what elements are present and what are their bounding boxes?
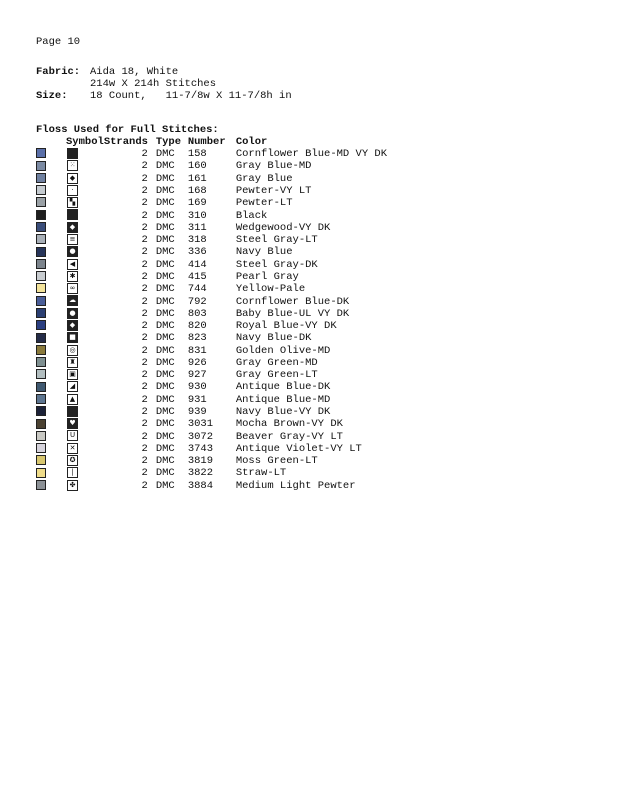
strands-cell: 2	[141, 418, 148, 431]
swatch-cell	[36, 209, 66, 221]
strands-cell: 2	[141, 406, 148, 419]
color-name-cell: Moss Green-LT	[235, 455, 318, 468]
color-name-cell: Royal Blue-VY DK	[235, 320, 337, 333]
floss-title: Floss Used for Full Stitches:	[36, 124, 219, 136]
infinity-icon: ∞	[67, 283, 78, 294]
floss-row	[36, 222, 387, 234]
floss-row	[36, 394, 387, 406]
number-cell: 3031	[187, 418, 214, 431]
color-swatch	[36, 320, 46, 330]
floss-section	[36, 124, 387, 492]
floss-row	[36, 148, 387, 160]
strands-cell: 2	[141, 270, 148, 283]
symbol-cell	[66, 295, 104, 307]
type-cell: DMC	[155, 381, 175, 394]
number-cell: 415	[187, 270, 207, 283]
floss-table	[36, 136, 387, 492]
swatch-cell	[36, 394, 66, 406]
swatch-cell	[36, 295, 66, 307]
filled-square-icon	[67, 148, 78, 159]
floss-header-row	[36, 136, 387, 148]
header-number: Number	[187, 136, 226, 148]
type-cell: DMC	[155, 234, 175, 247]
floss-rows	[36, 148, 387, 492]
circle-icon: ●	[67, 308, 78, 319]
type-cell: DMC	[155, 393, 175, 406]
type-cell: DMC	[155, 479, 175, 492]
type-cell: DMC	[155, 332, 175, 345]
strands-cell: 2	[141, 246, 148, 259]
swatch-cell	[36, 173, 66, 185]
color-swatch	[36, 443, 46, 453]
swatch-cell	[36, 443, 66, 455]
floss-row	[36, 283, 387, 295]
color-name-cell: Gray Blue	[235, 172, 293, 185]
symbol-cell	[66, 197, 104, 209]
type-cell: DMC	[155, 307, 175, 320]
fabric-label: Fabric:	[36, 66, 81, 78]
color-name-cell: Pewter-LT	[235, 197, 293, 210]
color-swatch	[36, 222, 46, 232]
color-name-cell: Straw-LT	[235, 467, 287, 480]
flower-icon: ✤	[67, 480, 78, 491]
floss-row	[36, 209, 387, 221]
floss-row	[36, 332, 387, 344]
color-swatch	[36, 468, 46, 478]
color-swatch	[36, 210, 46, 220]
number-cell: 927	[187, 369, 207, 382]
strands-cell: 2	[141, 234, 148, 247]
strands-cell: 2	[141, 184, 148, 197]
floss-row	[36, 467, 387, 479]
color-swatch	[36, 283, 46, 293]
type-cell: DMC	[155, 246, 175, 259]
type-cell: DMC	[155, 148, 175, 161]
checker-icon: ▚	[67, 197, 78, 208]
strands-cell: 2	[141, 381, 148, 394]
floss-row	[36, 308, 387, 320]
type-cell: DMC	[155, 344, 175, 357]
swatch-cell	[36, 320, 66, 332]
color-name-cell: Medium Light Pewter	[235, 479, 356, 492]
fabric-row	[36, 66, 292, 78]
symbol-cell	[66, 160, 104, 172]
floss-row	[36, 246, 387, 258]
number-cell: 3072	[187, 430, 214, 443]
color-swatch	[36, 431, 46, 441]
header-type: Type	[155, 136, 182, 148]
symbol-cell	[66, 246, 104, 258]
letter-u-icon: U	[67, 430, 78, 441]
swatch-cell	[36, 467, 66, 479]
floss-row	[36, 443, 387, 455]
strands-cell: 2	[141, 160, 148, 173]
slash-icon: ◢	[67, 381, 78, 392]
type-cell: DMC	[155, 270, 175, 283]
floss-row	[36, 406, 387, 418]
color-swatch	[36, 234, 46, 244]
symbol-cell	[66, 430, 104, 442]
swatch-cell	[36, 345, 66, 357]
color-swatch	[36, 357, 46, 367]
symbol-cell	[66, 283, 104, 295]
type-cell: DMC	[155, 442, 175, 455]
number-cell: 744	[187, 283, 207, 296]
size-value: 18 Count, 11-7/8w X 11-7/8h in	[90, 90, 292, 102]
strands-cell: 2	[141, 430, 148, 443]
filled-square-icon	[67, 406, 78, 417]
strands-cell: 2	[141, 209, 148, 222]
swatch-cell	[36, 357, 66, 369]
color-swatch	[36, 259, 46, 269]
color-name-cell: Navy Blue-VY DK	[235, 406, 331, 419]
header-symbol: Symbol	[66, 136, 104, 148]
number-cell: 930	[187, 381, 207, 394]
swatch-cell	[36, 381, 66, 393]
color-swatch	[36, 173, 46, 183]
color-name-cell: Cornflower Blue-DK	[235, 295, 350, 308]
number-cell: 311	[187, 221, 207, 234]
symbol-cell	[66, 418, 104, 430]
swatch-cell	[36, 148, 66, 160]
target-icon: ◎	[67, 345, 78, 356]
color-swatch	[36, 480, 46, 490]
floss-row	[36, 345, 387, 357]
size-label: Size:	[36, 90, 68, 102]
color-name-cell: Steel Gray-LT	[235, 234, 318, 247]
star-icon: ✱	[67, 271, 78, 282]
number-cell: 3822	[187, 467, 214, 480]
swatch-cell	[36, 197, 66, 209]
color-swatch	[36, 308, 46, 318]
strands-cell: 2	[141, 197, 148, 210]
floss-row	[36, 234, 387, 246]
symbol-cell	[66, 480, 104, 492]
heart-icon: ♥	[67, 418, 78, 429]
type-cell: DMC	[155, 172, 175, 185]
swatch-cell	[36, 418, 66, 430]
type-cell: DMC	[155, 467, 175, 480]
number-cell: 803	[187, 307, 207, 320]
number-cell: 318	[187, 234, 207, 247]
swatch-cell	[36, 283, 66, 295]
symbol-cell	[66, 234, 104, 246]
diamond-icon: ◆	[67, 173, 78, 184]
color-name-cell: Wedgewood-VY DK	[235, 221, 331, 234]
number-cell: 3743	[187, 442, 214, 455]
strands-cell: 2	[141, 320, 148, 333]
lines-icon: ≡	[67, 234, 78, 245]
square-icon: ■	[67, 332, 78, 343]
floss-row	[36, 418, 387, 430]
floss-row	[36, 173, 387, 185]
swatch-cell	[36, 455, 66, 467]
swatch-cell	[36, 308, 66, 320]
type-cell: DMC	[155, 406, 175, 419]
symbol-cell	[66, 345, 104, 357]
type-cell: DMC	[155, 430, 175, 443]
color-swatch	[36, 161, 46, 171]
number-cell: 823	[187, 332, 207, 345]
swatch-cell	[36, 185, 66, 197]
number-cell: 831	[187, 344, 207, 357]
color-swatch	[36, 406, 46, 416]
swatch-cell	[36, 160, 66, 172]
color-swatch	[36, 185, 46, 195]
color-name-cell: Cornflower Blue-MD VY DK	[235, 148, 388, 161]
symbol-cell	[66, 185, 104, 197]
floss-row	[36, 185, 387, 197]
symbol-cell	[66, 173, 104, 185]
strands-cell: 2	[141, 369, 148, 382]
number-cell: 310	[187, 209, 207, 222]
type-cell: DMC	[155, 160, 175, 173]
swatch-cell	[36, 234, 66, 246]
floss-row	[36, 160, 387, 172]
swatch-cell	[36, 259, 66, 271]
color-swatch	[36, 369, 46, 379]
floss-row	[36, 357, 387, 369]
symbol-cell	[66, 320, 104, 332]
type-cell: DMC	[155, 197, 175, 210]
cross-icon: ✕	[67, 443, 78, 454]
number-cell: 168	[187, 184, 207, 197]
color-name-cell: Yellow-Pale	[235, 283, 306, 296]
symbol-cell	[66, 332, 104, 344]
color-swatch	[36, 333, 46, 343]
number-cell: 931	[187, 393, 207, 406]
number-cell: 3819	[187, 455, 214, 468]
strands-cell: 2	[141, 344, 148, 357]
floss-row	[36, 480, 387, 492]
color-swatch	[36, 271, 46, 281]
strands-cell: 2	[141, 455, 148, 468]
small-dot-icon: ·	[67, 185, 78, 196]
arrow-left-icon: ◀	[67, 259, 78, 270]
color-name-cell: Golden Olive-MD	[235, 344, 331, 357]
number-cell: 161	[187, 172, 207, 185]
type-cell: DMC	[155, 356, 175, 369]
symbol-cell	[66, 209, 104, 221]
color-name-cell: Pearl Gray	[235, 270, 299, 283]
strands-cell: 2	[141, 393, 148, 406]
symbol-cell	[66, 271, 104, 283]
diamond-icon: ◆	[67, 320, 78, 331]
color-swatch	[36, 382, 46, 392]
stitches-row	[36, 78, 292, 90]
color-swatch	[36, 148, 46, 158]
swatch-cell	[36, 480, 66, 492]
color-name-cell: Pewter-VY LT	[235, 184, 312, 197]
box-icon: ▣	[67, 369, 78, 380]
number-cell: 939	[187, 406, 207, 419]
symbol-cell	[66, 381, 104, 393]
type-cell: DMC	[155, 184, 175, 197]
cloud-icon: ☁	[69, 296, 76, 305]
color-name-cell: Beaver Gray-VY LT	[235, 430, 343, 443]
number-cell: 414	[187, 258, 207, 271]
fabric-info	[36, 66, 292, 102]
number-cell: 169	[187, 197, 207, 210]
symbol-cell	[66, 308, 104, 320]
circle-icon: ●	[67, 246, 78, 257]
color-swatch	[36, 455, 46, 465]
symbol-cell	[66, 222, 104, 234]
color-name-cell: Gray Blue-MD	[235, 160, 312, 173]
color-swatch	[36, 296, 46, 306]
floss-row	[36, 295, 387, 307]
strands-cell: 2	[141, 479, 148, 492]
symbol-cell	[66, 406, 104, 418]
swatch-cell	[36, 246, 66, 258]
number-cell: 792	[187, 295, 207, 308]
swatch-cell	[36, 369, 66, 381]
symbol-cell	[66, 259, 104, 271]
symbol-cell	[66, 467, 104, 479]
header-swatch	[36, 136, 66, 148]
type-cell: DMC	[155, 295, 175, 308]
color-swatch	[36, 197, 46, 207]
symbol-cell	[66, 455, 104, 467]
floss-row	[36, 271, 387, 283]
diamond-icon: ◆	[67, 222, 78, 233]
number-cell: 158	[187, 148, 207, 161]
color-swatch	[36, 394, 46, 404]
type-cell: DMC	[155, 221, 175, 234]
type-cell: DMC	[155, 209, 175, 222]
swatch-cell	[36, 332, 66, 344]
swatch-cell	[36, 430, 66, 442]
color-swatch	[36, 247, 46, 257]
strands-cell: 2	[141, 283, 148, 296]
color-name-cell: Navy Blue-DK	[235, 332, 312, 345]
fabric-value: Aida 18, White	[90, 66, 179, 78]
color-name-cell: Gray Green-LT	[235, 369, 318, 382]
color-name-cell: Baby Blue-UL VY DK	[235, 307, 350, 320]
symbol-cell	[66, 394, 104, 406]
strands-cell: 2	[141, 221, 148, 234]
header-strands: Strands	[103, 136, 148, 148]
strands-cell: 2	[141, 332, 148, 345]
type-cell: DMC	[155, 455, 175, 468]
strands-cell: 2	[141, 356, 148, 369]
floss-row	[36, 369, 387, 381]
number-cell: 336	[187, 246, 207, 259]
type-cell: DMC	[155, 418, 175, 431]
strands-cell: 2	[141, 258, 148, 271]
color-name-cell: Antique Violet-VY LT	[235, 442, 362, 455]
bar-icon: |	[67, 467, 78, 478]
symbol-cell	[66, 148, 104, 160]
filled-square-icon	[67, 209, 78, 220]
floss-row	[36, 197, 387, 209]
color-name-cell: Antique Blue-DK	[235, 381, 331, 394]
floss-row	[36, 259, 387, 271]
symbol-cell	[66, 357, 104, 369]
color-name-cell: Gray Green-MD	[235, 356, 318, 369]
header-color: Color	[235, 136, 268, 148]
sun-icon: ✪	[67, 455, 78, 466]
number-cell: 926	[187, 356, 207, 369]
type-cell: DMC	[155, 369, 175, 382]
swatch-cell	[36, 271, 66, 283]
arrow-up-icon: ▲	[67, 394, 78, 405]
number-cell: 160	[187, 160, 207, 173]
strands-cell: 2	[141, 172, 148, 185]
color-swatch	[36, 419, 46, 429]
color-name-cell: Navy Blue	[235, 246, 293, 259]
type-cell: DMC	[155, 258, 175, 271]
swatch-cell	[36, 222, 66, 234]
symbol-cell	[66, 443, 104, 455]
number-cell: 820	[187, 320, 207, 333]
type-cell: DMC	[155, 320, 175, 333]
strands-cell: 2	[141, 295, 148, 308]
swatch-cell	[36, 406, 66, 418]
color-name-cell: Black	[235, 209, 268, 222]
floss-row	[36, 320, 387, 332]
strands-cell: 2	[141, 442, 148, 455]
floss-row	[36, 381, 387, 393]
strands-cell: 2	[141, 307, 148, 320]
color-name-cell: Steel Gray-DK	[235, 258, 318, 271]
symbol-cell	[66, 369, 104, 381]
color-swatch	[36, 345, 46, 355]
color-name-cell: Antique Blue-MD	[235, 393, 331, 406]
floss-row	[36, 430, 387, 442]
type-cell: DMC	[155, 283, 175, 296]
page-number: Page 10	[36, 36, 81, 48]
strands-cell: 2	[141, 148, 148, 161]
size-row	[36, 90, 292, 102]
dots-square-icon: ⁙	[67, 160, 78, 171]
number-cell: 3884	[187, 479, 214, 492]
stitches-value: 214w X 214h Stitches	[90, 78, 217, 90]
figure-icon: ♜	[67, 357, 78, 368]
floss-row	[36, 455, 387, 467]
color-name-cell: Mocha Brown-VY DK	[235, 418, 343, 431]
strands-cell: 2	[141, 467, 148, 480]
